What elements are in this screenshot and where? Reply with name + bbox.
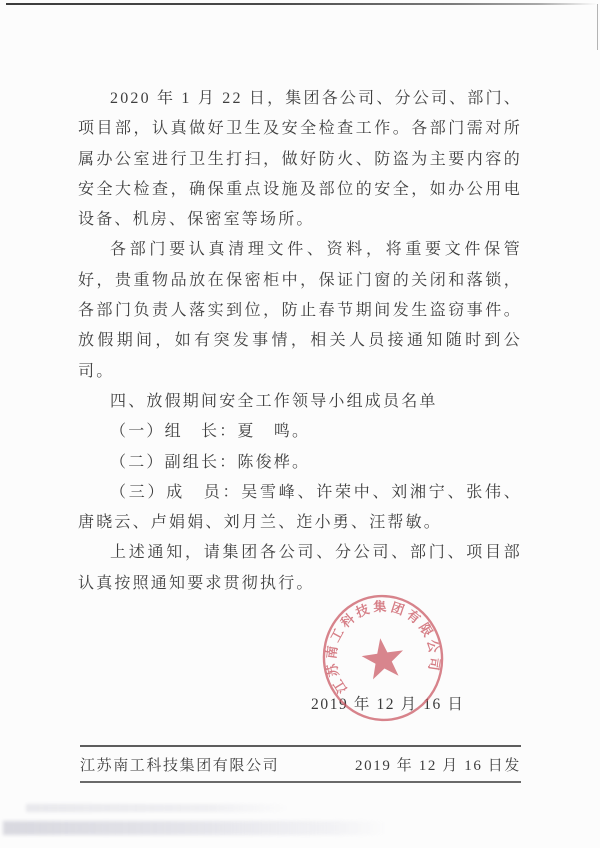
footer <box>80 745 521 783</box>
roster-item-members: （三）成 员：吴雪峰、许荣中、刘湘宁、张伟、唐晓云、卢娟娟、刘月兰、迮小勇、汪帮敏。 <box>78 483 522 532</box>
scan-smudge-lower <box>3 821 389 835</box>
notice-body <box>78 84 522 599</box>
signature-date: 2019 年 12 月 16 日 <box>311 696 465 713</box>
section-heading: 四、放假期间安全工作领导小组成员名单 <box>110 392 438 410</box>
footer-issue-date: 2019 年 12 月 16 日发 <box>355 757 521 774</box>
notice-paragraph-1: 2020 年 1 月 22 日，集团各公司、分公司、部门、项目部，认真做好卫生及安全检查工作。各部门需对所属办公室进行卫生打扫，做好防火、防盗为主要内容的安全大检查，确保重点设施及部位的安全，如办公用电设备、机房、保密室等场所。 <box>78 90 522 229</box>
scan-top-edge-line <box>6 3 597 5</box>
seal-company-text: 江苏南工科技集团有限公司 <box>323 598 443 697</box>
scan-smudge-upper <box>26 804 292 812</box>
footer-bottom-rule <box>80 781 521 783</box>
footer-issuer: 江苏南工科技集团有限公司 <box>80 757 280 774</box>
red-star-icon <box>360 635 407 680</box>
notice-paragraph-2: 各部门要认真清理文件、资料，将重要文件保管好，贵重物品放在保密柜中，保证门窗的关闭和落锁，各部门负责人落实到位，防止春节期间发生盗窃事件。放假期间，如有突发事情，相关人员接通知随时到公司。 <box>78 241 522 380</box>
roster-item-deputy-leader: （二）副组长：陈俊桦。 <box>110 453 311 471</box>
scan-right-edge-line <box>597 4 598 50</box>
roster-item-leader: （一）组 长：夏 鸣。 <box>110 423 311 441</box>
closing-paragraph: 上述通知，请集团各公司、分公司、部门、项目部认真按照通知要求贯彻执行。 <box>78 544 522 592</box>
